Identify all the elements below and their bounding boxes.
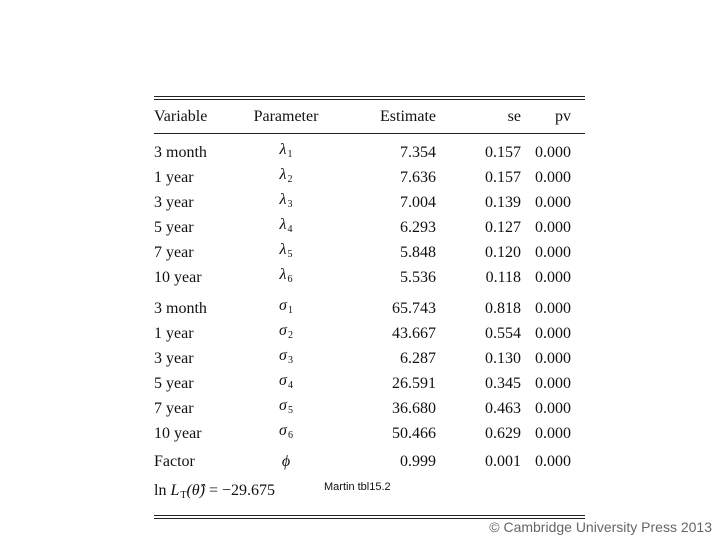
param-subscript: 5 bbox=[287, 405, 293, 416]
estimate-cell: 65.743 bbox=[392, 299, 436, 317]
se-cell: 0.463 bbox=[485, 399, 521, 417]
estimate-cell: 7.354 bbox=[400, 143, 436, 161]
se-cell: 0.157 bbox=[485, 143, 521, 161]
variable-cell: 3 month bbox=[154, 299, 207, 317]
variable-cell: 3 month bbox=[154, 143, 207, 161]
variable-cell: 10 year bbox=[154, 424, 202, 442]
table-row bbox=[154, 215, 585, 240]
se-cell: 0.629 bbox=[485, 424, 521, 442]
se-cell: 0.139 bbox=[485, 193, 521, 211]
estimate-cell: 5.848 bbox=[400, 243, 436, 261]
parameter-cell bbox=[236, 296, 336, 321]
loglik-L: L bbox=[170, 482, 180, 499]
param-subscript: 1 bbox=[287, 149, 293, 160]
estimate-cell: 26.591 bbox=[392, 374, 436, 392]
loglik-prefix: ln bbox=[154, 482, 171, 499]
param-subscript: 6 bbox=[287, 274, 293, 285]
param-symbol: λ bbox=[279, 241, 287, 258]
variable-cell: 7 year bbox=[154, 243, 194, 261]
parameter-cell bbox=[236, 140, 336, 165]
table-row bbox=[154, 165, 585, 190]
se-cell: 0.118 bbox=[485, 268, 521, 286]
variable-cell: 3 year bbox=[154, 193, 194, 211]
param-symbol: σ bbox=[279, 372, 287, 389]
pv-cell: 0.000 bbox=[535, 424, 571, 442]
pv-cell: 0.000 bbox=[535, 349, 571, 367]
parameter-cell bbox=[236, 321, 336, 346]
estimate-cell: 6.287 bbox=[400, 349, 436, 367]
table-row bbox=[154, 371, 585, 396]
se-cell: 0.157 bbox=[485, 168, 521, 186]
param-symbol: λ bbox=[279, 216, 287, 233]
param-symbol: λ bbox=[279, 141, 287, 158]
parameter-cell bbox=[236, 371, 336, 396]
loglik-subscript: T bbox=[180, 490, 187, 501]
caption: Martin tbl15.2 bbox=[324, 481, 391, 493]
variable-cell: 1 year bbox=[154, 168, 194, 186]
se-cell: 0.554 bbox=[485, 324, 521, 342]
factor-row bbox=[154, 452, 585, 472]
param-subscript: 3 bbox=[287, 199, 293, 210]
header-parameter: Parameter bbox=[253, 108, 319, 125]
pv-cell: 0.000 bbox=[535, 193, 571, 211]
param-subscript: 6 bbox=[287, 430, 293, 441]
variable-cell: 10 year bbox=[154, 268, 202, 286]
table-row bbox=[154, 140, 585, 165]
estimate-cell: 50.466 bbox=[392, 424, 436, 442]
header-variable: Variable bbox=[154, 108, 208, 125]
estimate-cell: 43.667 bbox=[392, 324, 436, 342]
header-row bbox=[154, 100, 585, 134]
parameter-cell bbox=[236, 396, 336, 421]
param-symbol: σ bbox=[279, 322, 287, 339]
pv-cell: 0.000 bbox=[535, 143, 571, 161]
loglik-equals: = bbox=[204, 482, 223, 499]
param-subscript: 2 bbox=[287, 330, 293, 341]
table-row bbox=[154, 321, 585, 346]
se-cell: 0.001 bbox=[485, 453, 521, 470]
param-symbol: λ bbox=[279, 266, 287, 283]
pv-cell: 0.000 bbox=[535, 374, 571, 392]
param-symbol: ϕ bbox=[281, 453, 291, 470]
param-subscript: 5 bbox=[287, 249, 293, 260]
pv-cell: 0.000 bbox=[535, 243, 571, 261]
parameter-cell bbox=[236, 240, 336, 265]
pv-cell: 0.000 bbox=[535, 399, 571, 417]
variable-cell: 3 year bbox=[154, 349, 194, 367]
parameter-cell bbox=[236, 452, 336, 472]
pv-cell: 0.000 bbox=[535, 299, 571, 317]
loglik-value: −29.675 bbox=[222, 482, 276, 499]
pv-cell: 0.000 bbox=[535, 168, 571, 186]
param-symbol: σ bbox=[279, 347, 287, 364]
pv-cell: 0.000 bbox=[535, 453, 571, 470]
estimate-cell: 7.636 bbox=[400, 168, 436, 186]
parameter-cell bbox=[236, 346, 336, 371]
table-row bbox=[154, 346, 585, 371]
param-subscript: 4 bbox=[287, 380, 293, 391]
se-cell: 0.120 bbox=[485, 243, 521, 261]
parameter-cell bbox=[236, 265, 336, 290]
param-subscript: 1 bbox=[287, 305, 293, 316]
header-pv: pv bbox=[555, 108, 571, 125]
estimates-table-container bbox=[154, 96, 585, 519]
param-subscript: 3 bbox=[287, 355, 293, 366]
estimate-cell: 0.999 bbox=[400, 453, 436, 470]
estimate-cell: 5.536 bbox=[400, 268, 436, 286]
se-cell: 0.127 bbox=[485, 218, 521, 236]
header-estimate: Estimate bbox=[380, 108, 436, 125]
param-symbol: λ bbox=[279, 166, 287, 183]
parameter-cell bbox=[236, 165, 336, 190]
pv-cell: 0.000 bbox=[535, 268, 571, 286]
table-row bbox=[154, 396, 585, 421]
estimate-cell: 36.680 bbox=[392, 399, 436, 417]
table-row bbox=[154, 190, 585, 215]
variable-cell: Factor bbox=[154, 453, 195, 470]
loglik-argument: (θ̂) bbox=[186, 482, 205, 499]
parameter-cell bbox=[236, 421, 336, 446]
variable-cell: 5 year bbox=[154, 374, 194, 392]
se-cell: 0.130 bbox=[485, 349, 521, 367]
pv-cell: 0.000 bbox=[535, 218, 571, 236]
parameter-cell bbox=[236, 190, 336, 215]
table-row bbox=[154, 421, 585, 446]
variable-cell: 7 year bbox=[154, 399, 194, 417]
param-symbol: σ bbox=[279, 397, 287, 414]
param-symbol: σ bbox=[279, 422, 287, 439]
estimates-table bbox=[154, 100, 585, 509]
pv-cell: 0.000 bbox=[535, 324, 571, 342]
estimate-cell: 7.004 bbox=[400, 193, 436, 211]
parameter-cell bbox=[236, 215, 336, 240]
header-se: se bbox=[507, 108, 521, 125]
param-subscript: 2 bbox=[287, 174, 293, 185]
table-row bbox=[154, 240, 585, 265]
param-subscript: 4 bbox=[287, 224, 293, 235]
variable-cell: 1 year bbox=[154, 324, 194, 342]
se-cell: 0.818 bbox=[485, 299, 521, 317]
param-symbol: σ bbox=[279, 297, 287, 314]
table-row bbox=[154, 265, 585, 290]
variable-cell: 5 year bbox=[154, 218, 194, 236]
se-cell: 0.345 bbox=[485, 374, 521, 392]
param-symbol: λ bbox=[279, 191, 287, 208]
estimate-cell: 6.293 bbox=[400, 218, 436, 236]
table-row bbox=[154, 296, 585, 321]
copyright-notice: © Cambridge University Press 2013 bbox=[489, 519, 712, 535]
